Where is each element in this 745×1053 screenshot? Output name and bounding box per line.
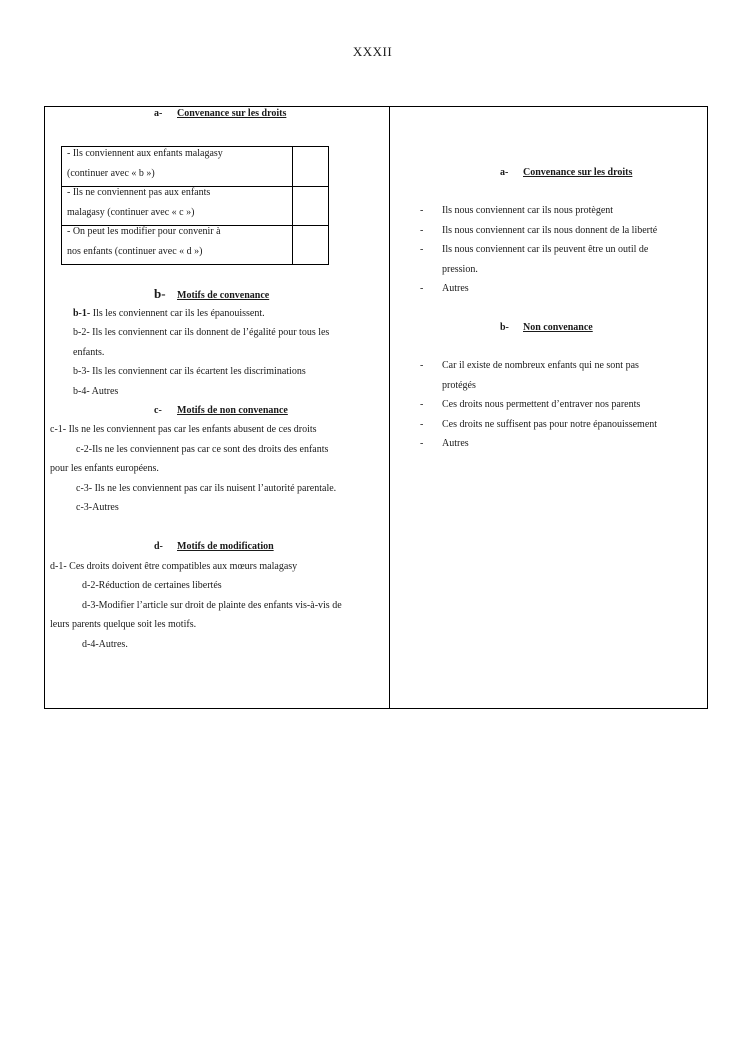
list-item: pression.	[442, 264, 478, 275]
bullet-dash: -	[420, 283, 424, 294]
list-item: d-2-Réduction de certaines libertés	[82, 580, 222, 591]
list-item: b-3- Ils les conviennent car ils écartent les discriminations	[73, 366, 306, 377]
choice-box	[61, 146, 329, 265]
choice-checkbox[interactable]	[292, 225, 328, 264]
list-item: d-4-Autres.	[82, 639, 128, 650]
list-item: d-3-Modifier l’article sur droit de plainte des enfants vis-à-vis de	[82, 600, 342, 611]
column-divider	[389, 107, 390, 708]
left-heading-a: a- Convenance sur les droits	[154, 108, 287, 119]
left-heading-b: b- Motifs de convenance	[154, 286, 270, 301]
choice-option: - Ils ne conviennent pas aux enfants malagasy (continuer avec « c »)	[62, 186, 328, 226]
bullet-dash: -	[420, 225, 424, 236]
choice-checkbox[interactable]	[292, 147, 328, 186]
list-item: Car il existe de nombreux enfants qui ne sont pas	[442, 360, 639, 371]
list-item: b-1- Ils les conviennent car ils les épanouissent.	[73, 308, 265, 319]
bullet-dash: -	[420, 438, 424, 449]
list-item: protégés	[442, 380, 476, 391]
right-heading-a: a- Convenance sur les droits	[500, 167, 633, 178]
list-item: b-2- Ils les conviennent car ils donnent de l’égalité pour tous les	[73, 327, 330, 338]
choice-option: - Ils conviennent aux enfants malagasy (continuer avec « b »)	[62, 147, 328, 187]
list-item: c-2-Ils ne les conviennent pas car ce sont des droits des enfants	[76, 444, 329, 455]
list-item: c-1- Ils ne les conviennent pas car les enfants abusent de ces droits	[50, 424, 317, 435]
list-item: pour les enfants européens.	[50, 463, 159, 474]
list-item: Ils nous conviennent car ils peuvent être un outil de	[442, 244, 649, 255]
bullet-dash: -	[420, 399, 424, 410]
list-item: Ils nous conviennent car ils nous donnent de la liberté	[442, 225, 658, 236]
list-item: c-3- Ils ne les conviennent pas car ils nuisent l’autorité parentale.	[76, 483, 337, 494]
list-item: Autres	[442, 438, 469, 449]
left-heading-c: c- Motifs de non convenance	[154, 405, 288, 416]
bullet-dash: -	[420, 360, 424, 371]
list-item: Ces droits nous permettent d’entraver nos parents	[442, 399, 641, 410]
bullet-dash: -	[420, 244, 424, 255]
list-item: c-3-Autres	[76, 502, 119, 513]
list-item: leurs parents quelque soit les motifs.	[50, 619, 197, 630]
choice-option: - On peut les modifier pour convenir à nos enfants (continuer avec « d »)	[62, 225, 328, 264]
list-item: b-4- Autres	[73, 386, 119, 397]
list-item: enfants.	[73, 347, 105, 358]
right-heading-b: b- Non convenance	[500, 322, 593, 333]
choice-checkbox[interactable]	[292, 186, 328, 225]
list-item: Autres	[442, 283, 469, 294]
page-number: XXXII	[352, 44, 393, 59]
bullet-dash: -	[420, 419, 424, 430]
list-item: Ils nous conviennent car ils nous protègent	[442, 205, 614, 216]
list-item: d-1- Ces droits doivent être compatibles aux mœurs malagasy	[50, 561, 298, 572]
questionnaire-table	[44, 106, 708, 709]
left-heading-d: d- Motifs de modification	[154, 541, 274, 552]
list-item: Ces droits ne suffisent pas pour notre épanouissement	[442, 419, 658, 430]
bullet-dash: -	[420, 205, 424, 216]
